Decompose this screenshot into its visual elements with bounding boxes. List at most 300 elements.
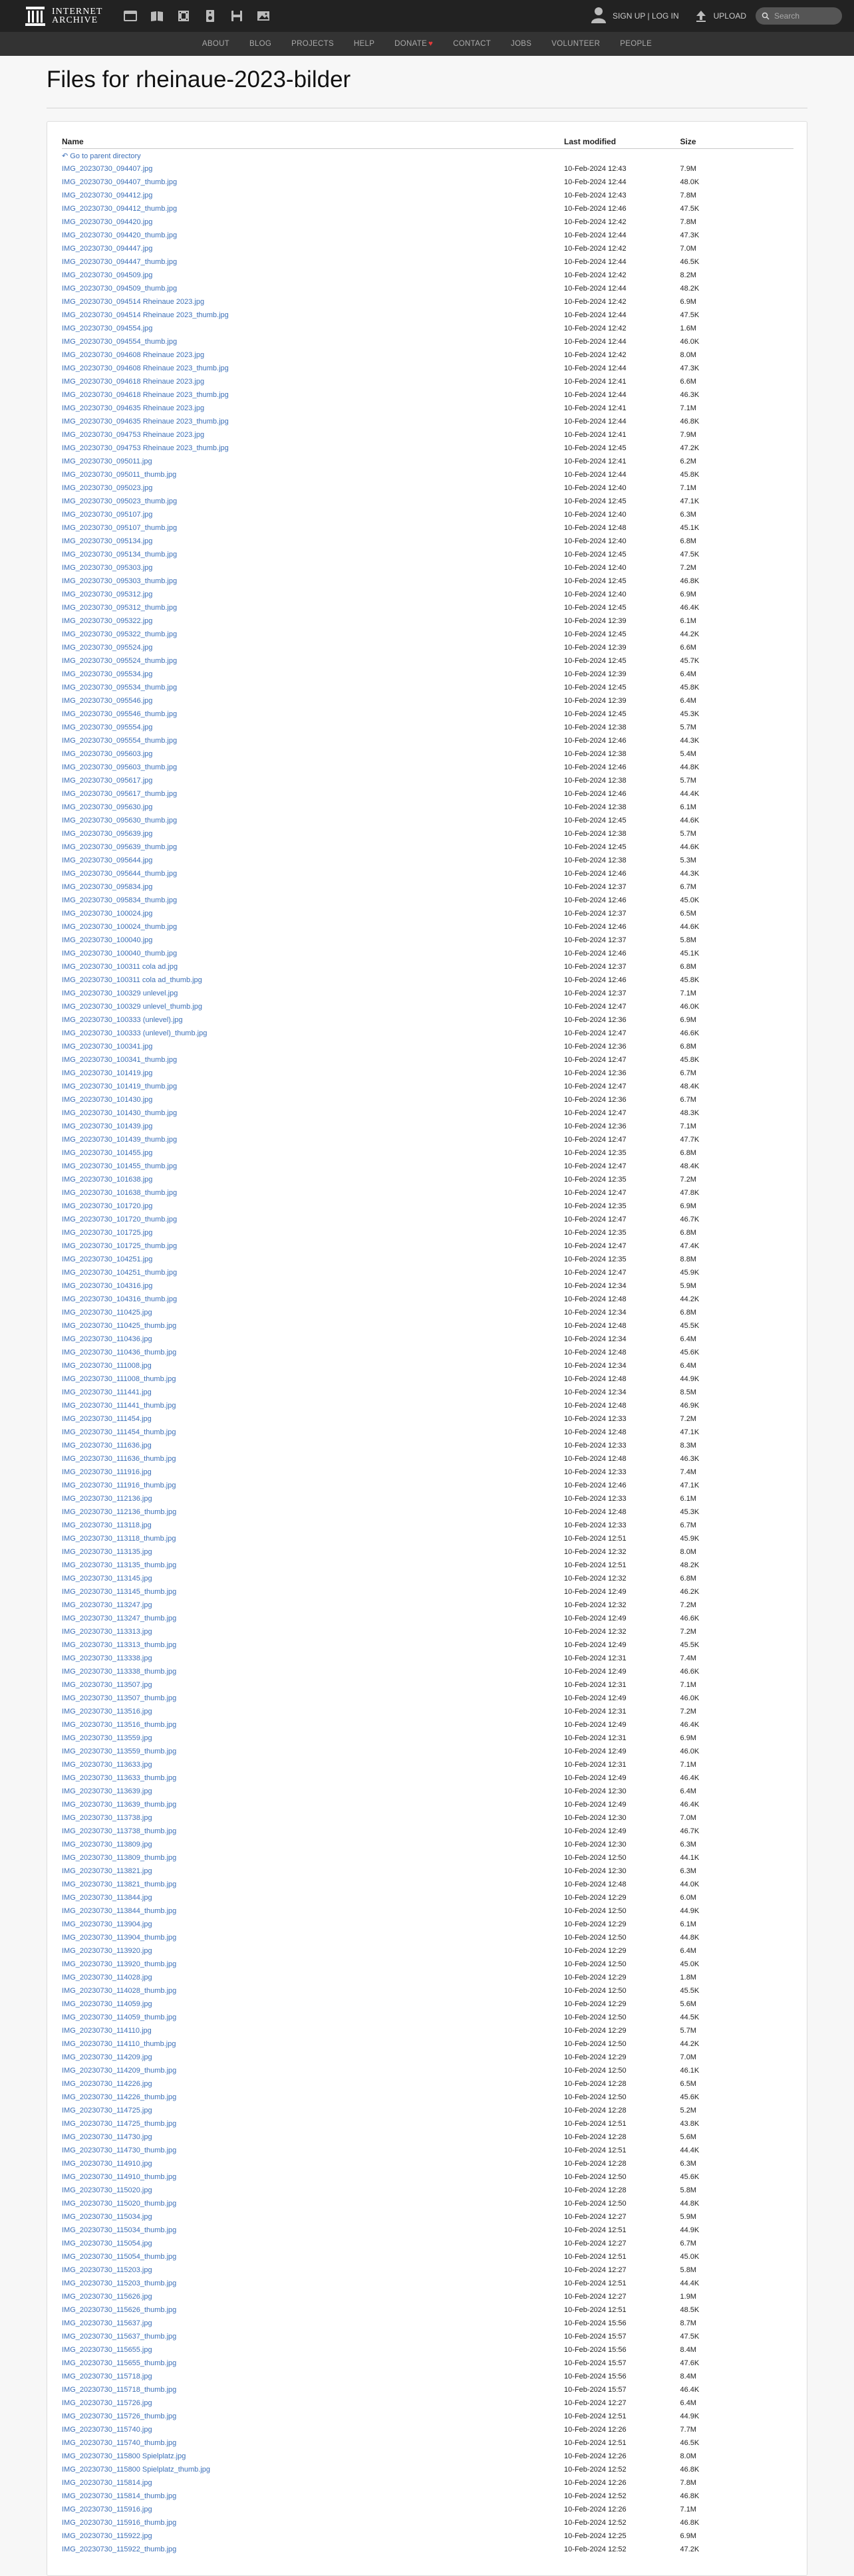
file-link[interactable]: IMG_20230730_115626.jpg xyxy=(62,2293,152,2301)
file-link[interactable]: IMG_20230730_114059_thumb.jpg xyxy=(62,2013,177,2021)
file-link[interactable]: IMG_20230730_095534.jpg xyxy=(62,670,153,678)
file-link[interactable]: IMG_20230730_113118.jpg xyxy=(62,1521,152,1529)
file-link[interactable]: IMG_20230730_095011_thumb.jpg xyxy=(62,471,177,479)
size-cell: 45.0K xyxy=(680,896,700,904)
file-link[interactable]: IMG_20230730_094407.jpg xyxy=(62,165,153,173)
last-modified-cell: 10-Feb-2024 15:56 xyxy=(564,2319,627,2327)
file-link[interactable]: IMG_20230730_115034.jpg xyxy=(62,2213,152,2221)
file-link[interactable]: IMG_20230730_114059.jpg xyxy=(62,2000,152,2008)
file-link[interactable]: IMG_20230730_094753 Rheinaue 2023.jpg xyxy=(62,431,205,439)
file-link[interactable]: IMG_20230730_100329 unlevel_thumb.jpg xyxy=(62,1003,202,1011)
last-modified-cell: 10-Feb-2024 12:44 xyxy=(564,471,627,479)
video-icon[interactable] xyxy=(170,0,197,32)
table-row xyxy=(62,1505,793,1519)
file-link[interactable]: IMG_20230730_095023_thumb.jpg xyxy=(62,497,178,505)
table-row xyxy=(62,1093,793,1106)
size-cell: 7.2M xyxy=(680,1601,696,1609)
file-link[interactable]: IMG_20230730_095303.jpg xyxy=(62,564,153,572)
file-link[interactable]: IMG_20230730_113135.jpg xyxy=(62,1548,152,1556)
file-link[interactable]: IMG_20230730_113507.jpg xyxy=(62,1681,152,1689)
file-link[interactable]: IMG_20230730_101720.jpg xyxy=(62,1202,153,1210)
file-link[interactable]: IMG_20230730_113559.jpg xyxy=(62,1734,152,1742)
size-cell: 45.6K xyxy=(680,2093,700,2101)
file-link[interactable]: IMG_20230730_095554_thumb.jpg xyxy=(62,737,178,745)
file-link[interactable]: IMG_20230730_100333 (unlevel)_thumb.jpg xyxy=(62,1029,208,1037)
last-modified-cell: 10-Feb-2024 12:49 xyxy=(564,1668,627,1676)
file-link[interactable]: IMG_20230730_095617.jpg xyxy=(62,777,153,785)
file-link[interactable]: IMG_20230730_095303_thumb.jpg xyxy=(62,577,178,585)
file-link[interactable]: IMG_20230730_095322_thumb.jpg xyxy=(62,630,178,638)
file-link[interactable]: IMG_20230730_113738_thumb.jpg xyxy=(62,1827,177,1835)
file-link[interactable]: IMG_20230730_114209_thumb.jpg xyxy=(62,2067,177,2075)
file-link[interactable]: IMG_20230730_113633.jpg xyxy=(62,1761,152,1769)
file-link[interactable]: IMG_20230730_100341_thumb.jpg xyxy=(62,1056,178,1064)
last-modified-cell: 10-Feb-2024 12:41 xyxy=(564,457,627,465)
size-cell: 44.3K xyxy=(680,737,700,745)
table-row xyxy=(62,2516,793,2529)
last-modified-cell: 10-Feb-2024 12:29 xyxy=(564,1974,627,1982)
file-link[interactable]: IMG_20230730_095524.jpg xyxy=(62,644,153,652)
size-cell: 46.0K xyxy=(680,1694,700,1702)
file-link[interactable]: IMG_20230730_115020_thumb.jpg xyxy=(62,2200,177,2208)
images-icon[interactable] xyxy=(250,0,277,32)
file-link[interactable]: IMG_20230730_115203_thumb.jpg xyxy=(62,2279,177,2287)
file-link[interactable]: IMG_20230730_115922_thumb.jpg xyxy=(62,2545,177,2553)
file-link[interactable]: IMG_20230730_095630.jpg xyxy=(62,803,153,811)
file-link[interactable]: IMG_20230730_095546.jpg xyxy=(62,697,153,705)
nav-contact[interactable]: CONTACT xyxy=(453,40,492,48)
size-cell: 44.4K xyxy=(680,790,700,798)
file-link[interactable]: IMG_20230730_094412.jpg xyxy=(62,192,153,199)
file-link[interactable]: IMG_20230730_113559_thumb.jpg xyxy=(62,1747,177,1755)
last-modified-cell: 10-Feb-2024 12:47 xyxy=(564,1003,627,1011)
file-link[interactable]: IMG_20230730_104316.jpg xyxy=(62,1282,153,1290)
size-cell: 46.5K xyxy=(680,258,700,266)
file-link[interactable]: IMG_20230730_110425_thumb.jpg xyxy=(62,1322,177,1330)
file-link[interactable]: IMG_20230730_112136.jpg xyxy=(62,1495,152,1503)
file-link[interactable]: IMG_20230730_101430.jpg xyxy=(62,1096,153,1104)
size-cell: 7.2M xyxy=(680,1708,696,1716)
file-link[interactable]: IMG_20230730_113313_thumb.jpg xyxy=(62,1641,177,1649)
file-link[interactable]: IMG_20230730_113844.jpg xyxy=(62,1894,152,1902)
file-link[interactable]: IMG_20230730_110436.jpg xyxy=(62,1335,152,1343)
upload-button[interactable] xyxy=(694,9,746,23)
size-cell: 44.6K xyxy=(680,843,700,851)
size-cell: 45.5K xyxy=(680,1987,700,1995)
last-modified-cell: 10-Feb-2024 12:32 xyxy=(564,1575,627,1583)
file-link[interactable]: IMG_20230730_115800 Spielplatz_thumb.jpg xyxy=(62,2466,211,2474)
file-link[interactable]: IMG_20230730_113118_thumb.jpg xyxy=(62,1535,176,1543)
file-link[interactable]: IMG_20230730_100333 (unlevel).jpg xyxy=(62,1016,183,1024)
file-link[interactable]: IMG_20230730_101638_thumb.jpg xyxy=(62,1189,178,1197)
file-link[interactable]: IMG_20230730_115054.jpg xyxy=(62,2240,152,2248)
file-link[interactable]: IMG_20230730_114110_thumb.jpg xyxy=(62,2040,176,2048)
table-row xyxy=(62,1439,793,1452)
file-link[interactable]: IMG_20230730_094407_thumb.jpg xyxy=(62,178,178,186)
file-link[interactable]: IMG_20230730_095534_thumb.jpg xyxy=(62,684,178,692)
file-link[interactable]: IMG_20230730_111441_thumb.jpg xyxy=(62,1402,176,1410)
size-cell: 45.6K xyxy=(680,1349,700,1356)
size-cell: 7.0M xyxy=(680,2053,696,2061)
file-link[interactable]: IMG_20230730_100040_thumb.jpg xyxy=(62,950,178,958)
file-link[interactable]: IMG_20230730_095312.jpg xyxy=(62,590,153,598)
texts-icon[interactable] xyxy=(144,0,170,32)
table-row xyxy=(62,2037,793,2051)
table-row xyxy=(62,1146,793,1160)
last-modified-cell: 10-Feb-2024 12:36 xyxy=(564,1096,627,1104)
file-link[interactable]: IMG_20230730_111916_thumb.jpg xyxy=(62,1481,176,1489)
last-modified-cell: 10-Feb-2024 12:33 xyxy=(564,1521,627,1529)
file-link[interactable]: IMG_20230730_095630_thumb.jpg xyxy=(62,817,178,825)
size-cell: 45.8K xyxy=(680,684,700,692)
file-link[interactable]: IMG_20230730_094412_thumb.jpg xyxy=(62,205,178,213)
last-modified-cell: 10-Feb-2024 12:42 xyxy=(564,351,627,359)
last-modified-cell: 10-Feb-2024 12:30 xyxy=(564,1841,627,1849)
file-link[interactable]: IMG_20230730_113844_thumb.jpg xyxy=(62,1907,177,1915)
file-link[interactable]: IMG_20230730_113145_thumb.jpg xyxy=(62,1588,177,1596)
last-modified-cell: 10-Feb-2024 12:37 xyxy=(564,936,627,944)
file-link[interactable]: IMG_20230730_113633_thumb.jpg xyxy=(62,1774,177,1782)
file-link[interactable]: IMG_20230730_113516.jpg xyxy=(62,1708,152,1716)
file-link[interactable]: IMG_20230730_115637_thumb.jpg xyxy=(62,2333,177,2341)
file-link[interactable]: IMG_20230730_113639.jpg xyxy=(62,1787,152,1795)
file-link[interactable]: IMG_20230730_114028.jpg xyxy=(62,1974,152,1982)
file-link[interactable]: IMG_20230730_113809_thumb.jpg xyxy=(62,1854,177,1862)
last-modified-cell: 10-Feb-2024 15:57 xyxy=(564,2333,627,2341)
table-row xyxy=(62,1931,793,1944)
table-row xyxy=(62,1226,793,1239)
file-link[interactable]: IMG_20230730_113338_thumb.jpg xyxy=(62,1668,177,1676)
size-cell: 5.9M xyxy=(680,2213,696,2221)
file-link[interactable]: IMG_20230730_115916_thumb.jpg xyxy=(62,2519,177,2527)
file-link[interactable]: IMG_20230730_094447_thumb.jpg xyxy=(62,258,178,266)
file-link[interactable]: IMG_20230730_101419.jpg xyxy=(62,1069,153,1077)
file-link[interactable]: IMG_20230730_095107.jpg xyxy=(62,511,153,519)
file-link[interactable]: IMG_20230730_100024.jpg xyxy=(62,910,153,918)
file-link[interactable]: IMG_20230730_094753 Rheinaue 2023_thumb.jpg xyxy=(62,444,229,452)
file-link[interactable]: IMG_20230730_113821.jpg xyxy=(62,1867,152,1875)
file-link[interactable]: IMG_20230730_095107_thumb.jpg xyxy=(62,524,178,532)
last-modified-cell: 10-Feb-2024 12:35 xyxy=(564,1229,627,1237)
file-link[interactable]: IMG_20230730_115814_thumb.jpg xyxy=(62,2492,177,2500)
table-row xyxy=(62,2051,793,2064)
last-modified-cell: 10-Feb-2024 12:48 xyxy=(564,1455,627,1463)
size-cell: 43.8K xyxy=(680,2120,700,2128)
column-size[interactable]: Size xyxy=(680,135,793,149)
last-modified-cell: 10-Feb-2024 12:48 xyxy=(564,1428,627,1436)
file-link[interactable]: IMG_20230730_095644.jpg xyxy=(62,856,153,864)
file-link[interactable]: IMG_20230730_114910.jpg xyxy=(62,2160,152,2168)
file-link[interactable]: IMG_20230730_115718.jpg xyxy=(62,2373,152,2381)
size-cell: 47.7K xyxy=(680,1136,700,1144)
size-cell: 6.3M xyxy=(680,2160,696,2168)
file-link[interactable]: IMG_20230730_101720_thumb.jpg xyxy=(62,1216,178,1224)
file-link[interactable]: IMG_20230730_094447.jpg xyxy=(62,245,153,253)
file-link[interactable]: IMG_20230730_115034_thumb.jpg xyxy=(62,2226,177,2234)
search-input[interactable] xyxy=(773,11,839,21)
file-link[interactable]: IMG_20230730_104251_thumb.jpg xyxy=(62,1269,178,1277)
file-link[interactable]: IMG_20230730_113821_thumb.jpg xyxy=(62,1880,177,1888)
file-link[interactable]: IMG_20230730_114910_thumb.jpg xyxy=(62,2173,177,2181)
file-link[interactable]: IMG_20230730_100311 cola ad_thumb.jpg xyxy=(62,976,202,984)
file-link[interactable]: IMG_20230730_095603.jpg xyxy=(62,750,153,758)
file-link[interactable]: IMG_20230730_095639_thumb.jpg xyxy=(62,843,178,851)
file-link[interactable]: IMG_20230730_100329 unlevel.jpg xyxy=(62,989,178,997)
table-row xyxy=(62,2436,793,2450)
size-cell: 7.1M xyxy=(680,1761,696,1769)
file-link[interactable]: IMG_20230730_111008.jpg xyxy=(62,1362,152,1370)
search-box[interactable] xyxy=(756,7,842,25)
size-cell: 7.4M xyxy=(680,1468,696,1476)
file-link[interactable]: IMG_20230730_113738.jpg xyxy=(62,1814,152,1822)
file-link[interactable]: IMG_20230730_114730_thumb.jpg xyxy=(62,2146,177,2154)
file-link[interactable]: IMG_20230730_114226.jpg xyxy=(62,2080,152,2088)
file-link[interactable]: IMG_20230730_113639_thumb.jpg xyxy=(62,1801,177,1809)
file-link[interactable]: IMG_20230730_115740.jpg xyxy=(62,2426,152,2434)
table-row xyxy=(62,468,793,481)
file-link[interactable]: IMG_20230730_111636_thumb.jpg xyxy=(62,1455,176,1463)
file-link[interactable]: IMG_20230730_100311 cola ad.jpg xyxy=(62,963,178,971)
file-link[interactable]: IMG_20230730_095023.jpg xyxy=(62,484,153,492)
file-link[interactable]: IMG_20230730_095644_thumb.jpg xyxy=(62,870,178,878)
file-link[interactable]: IMG_20230730_113145.jpg xyxy=(62,1575,152,1583)
table-row xyxy=(62,1053,793,1067)
file-link[interactable]: IMG_20230730_115655.jpg xyxy=(62,2346,152,2354)
last-modified-cell: 10-Feb-2024 12:32 xyxy=(564,1548,627,1556)
file-link[interactable]: IMG_20230730_094618 Rheinaue 2023.jpg xyxy=(62,378,205,386)
table-row xyxy=(62,1386,793,1399)
file-link[interactable]: IMG_20230730_094608 Rheinaue 2023.jpg xyxy=(62,351,205,359)
file-link[interactable]: IMG_20230730_113904_thumb.jpg xyxy=(62,1934,177,1942)
size-cell: 46.7K xyxy=(680,1827,700,1835)
size-cell: 46.4K xyxy=(680,1801,700,1809)
size-cell: 44.0K xyxy=(680,1880,700,1888)
file-link[interactable]: IMG_20230730_113135_thumb.jpg xyxy=(62,1561,177,1569)
nav-projects[interactable]: PROJECTS xyxy=(291,40,334,48)
size-cell: 47.3K xyxy=(680,231,700,239)
file-link[interactable]: IMG_20230730_095639.jpg xyxy=(62,830,153,838)
file-link[interactable]: IMG_20230730_100040.jpg xyxy=(62,936,153,944)
file-link[interactable]: IMG_20230730_104251.jpg xyxy=(62,1255,153,1263)
file-link[interactable]: IMG_20230730_113507_thumb.jpg xyxy=(62,1694,177,1702)
file-link[interactable]: IMG_20230730_094635 Rheinaue 2023.jpg xyxy=(62,404,205,412)
file-link[interactable]: IMG_20230730_115814.jpg xyxy=(62,2479,152,2487)
parent-directory-link[interactable] xyxy=(62,152,141,160)
file-link[interactable]: IMG_20230730_115916.jpg xyxy=(62,2506,152,2513)
nav-people[interactable]: PEOPLE xyxy=(620,40,652,48)
file-link[interactable]: IMG_20230730_113313.jpg xyxy=(62,1628,152,1636)
file-link[interactable]: IMG_20230730_113920.jpg xyxy=(62,1947,152,1955)
file-link[interactable]: IMG_20230730_094509.jpg xyxy=(62,271,153,279)
file-link[interactable]: IMG_20230730_111008_thumb.jpg xyxy=(62,1375,176,1383)
file-link[interactable]: IMG_20230730_113247_thumb.jpg xyxy=(62,1614,177,1622)
size-cell: 6.3M xyxy=(680,1841,696,1849)
file-link[interactable]: IMG_20230730_101439.jpg xyxy=(62,1122,153,1130)
last-modified-cell: 10-Feb-2024 12:46 xyxy=(564,1481,627,1489)
table-row xyxy=(62,202,793,215)
file-link[interactable]: IMG_20230730_094608 Rheinaue 2023_thumb.jpg xyxy=(62,364,229,372)
file-link[interactable]: IMG_20230730_094635 Rheinaue 2023_thumb.jpg xyxy=(62,418,229,426)
file-link[interactable]: IMG_20230730_095554.jpg xyxy=(62,723,153,731)
size-cell: 46.8K xyxy=(680,2492,700,2500)
user-icon[interactable] xyxy=(589,5,609,28)
table-row xyxy=(62,2117,793,2130)
file-link[interactable]: IMG_20230730_095603_thumb.jpg xyxy=(62,763,178,771)
file-link[interactable]: IMG_20230730_111636.jpg xyxy=(62,1442,152,1450)
file-link[interactable]: IMG_20230730_115740_thumb.jpg xyxy=(62,2439,177,2447)
file-link[interactable]: IMG_20230730_095322.jpg xyxy=(62,617,153,625)
file-link[interactable]: IMG_20230730_101725.jpg xyxy=(62,1229,153,1237)
file-link[interactable]: IMG_20230730_114209.jpg xyxy=(62,2053,152,2061)
column-last-modified[interactable]: Last modified xyxy=(564,135,680,149)
size-cell: 7.1M xyxy=(680,2506,696,2513)
file-link[interactable]: IMG_20230730_115718_thumb.jpg xyxy=(62,2386,177,2394)
file-link[interactable]: IMG_20230730_115726.jpg xyxy=(62,2399,152,2407)
last-modified-cell: 10-Feb-2024 12:47 xyxy=(564,1269,627,1277)
file-link[interactable]: IMG_20230730_111441.jpg xyxy=(62,1388,152,1396)
file-link[interactable]: IMG_20230730_110425.jpg xyxy=(62,1309,152,1317)
table-row xyxy=(62,1851,793,1865)
file-link[interactable]: IMG_20230730_101455_thumb.jpg xyxy=(62,1162,178,1170)
file-link[interactable]: IMG_20230730_100341.jpg xyxy=(62,1043,153,1051)
file-link[interactable]: IMG_20230730_101455.jpg xyxy=(62,1149,153,1157)
table-row xyxy=(62,1013,793,1027)
file-link[interactable]: IMG_20230730_094509_thumb.jpg xyxy=(62,285,178,293)
file-link[interactable]: IMG_20230730_115054_thumb.jpg xyxy=(62,2253,177,2261)
software-icon[interactable] xyxy=(223,0,250,32)
file-link[interactable]: IMG_20230730_095834_thumb.jpg xyxy=(62,896,178,904)
last-modified-cell: 10-Feb-2024 12:46 xyxy=(564,205,627,213)
signup-login-link[interactable]: SIGN UP | LOG IN xyxy=(613,11,679,21)
size-cell: 6.7M xyxy=(680,1096,696,1104)
last-modified-cell: 10-Feb-2024 12:50 xyxy=(564,2067,627,2075)
size-cell: 44.3K xyxy=(680,870,700,878)
audio-icon[interactable] xyxy=(197,0,223,32)
file-link[interactable]: IMG_20230730_111454.jpg xyxy=(62,1415,152,1423)
logo-line2: ARCHIVE xyxy=(52,15,98,25)
last-modified-cell: 10-Feb-2024 12:36 xyxy=(564,1122,627,1130)
file-link[interactable]: IMG_20230730_100024_thumb.jpg xyxy=(62,923,178,931)
last-modified-cell: 10-Feb-2024 12:26 xyxy=(564,2426,627,2434)
size-cell: 7.2M xyxy=(680,1628,696,1636)
file-link[interactable]: IMG_20230730_095617_thumb.jpg xyxy=(62,790,178,798)
file-link[interactable]: IMG_20230730_094514 Rheinaue 2023.jpg xyxy=(62,298,205,306)
file-link[interactable]: IMG_20230730_094420_thumb.jpg xyxy=(62,231,178,239)
nav-help[interactable]: HELP xyxy=(353,40,375,48)
last-modified-cell: 10-Feb-2024 12:44 xyxy=(564,285,627,293)
file-link[interactable]: IMG_20230730_114028_thumb.jpg xyxy=(62,1987,177,1995)
table-row xyxy=(62,508,793,521)
size-cell: 46.1K xyxy=(680,2067,700,2075)
file-link[interactable]: IMG_20230730_115203.jpg xyxy=(62,2266,152,2274)
file-link[interactable]: IMG_20230730_094554.jpg xyxy=(62,324,153,332)
file-link[interactable]: IMG_20230730_115626_thumb.jpg xyxy=(62,2306,177,2314)
file-link[interactable]: IMG_20230730_113904.jpg xyxy=(62,1920,152,1928)
internet-archive-logo[interactable] xyxy=(24,5,102,27)
nav-jobs[interactable]: JOBS xyxy=(511,40,532,48)
file-link[interactable]: IMG_20230730_095134_thumb.jpg xyxy=(62,551,178,559)
last-modified-cell: 10-Feb-2024 12:36 xyxy=(564,1043,627,1051)
table-row xyxy=(62,428,793,442)
file-link[interactable]: IMG_20230730_114226_thumb.jpg xyxy=(62,2093,177,2101)
file-link[interactable]: IMG_20230730_114110.jpg xyxy=(62,2027,152,2035)
nav-about[interactable]: ABOUT xyxy=(202,40,230,48)
file-link[interactable]: IMG_20230730_094554_thumb.jpg xyxy=(62,338,178,346)
web-icon[interactable] xyxy=(117,0,144,32)
file-link[interactable]: IMG_20230730_095312_thumb.jpg xyxy=(62,604,178,612)
file-link[interactable]: IMG_20230730_095546_thumb.jpg xyxy=(62,710,178,718)
file-link[interactable]: IMG_20230730_101638.jpg xyxy=(62,1176,153,1184)
file-link[interactable]: IMG_20230730_095134.jpg xyxy=(62,537,153,545)
file-link[interactable]: IMG_20230730_101439_thumb.jpg xyxy=(62,1136,178,1144)
file-link[interactable]: IMG_20230730_115726_thumb.jpg xyxy=(62,2412,177,2420)
file-link[interactable]: IMG_20230730_094514 Rheinaue 2023_thumb.jpg xyxy=(62,311,229,319)
last-modified-cell: 10-Feb-2024 12:43 xyxy=(564,165,627,173)
file-link[interactable]: IMG_20230730_114730.jpg xyxy=(62,2133,152,2141)
nav-donate[interactable] xyxy=(394,40,433,48)
column-name[interactable]: Name xyxy=(62,135,564,149)
search-icon xyxy=(762,12,770,20)
size-cell: 6.9M xyxy=(680,2532,696,2540)
file-link[interactable]: IMG_20230730_113920_thumb.jpg xyxy=(62,1960,177,1968)
table-row xyxy=(62,1958,793,1971)
file-link[interactable]: IMG_20230730_115655_thumb.jpg xyxy=(62,2359,177,2367)
file-link[interactable]: IMG_20230730_104316_thumb.jpg xyxy=(62,1295,178,1303)
file-link[interactable]: IMG_20230730_101419_thumb.jpg xyxy=(62,1083,178,1091)
file-link[interactable]: IMG_20230730_095834.jpg xyxy=(62,883,153,891)
table-row xyxy=(62,1745,793,1758)
last-modified-cell: 10-Feb-2024 12:46 xyxy=(564,790,627,798)
file-link[interactable]: IMG_20230730_113516_thumb.jpg xyxy=(62,1721,177,1729)
file-link[interactable]: IMG_20230730_101725_thumb.jpg xyxy=(62,1242,178,1250)
table-row xyxy=(62,1599,793,1612)
file-link[interactable]: IMG_20230730_111916.jpg xyxy=(62,1468,152,1476)
table-row xyxy=(62,521,793,535)
nav-volunteer[interactable]: VOLUNTEER xyxy=(551,40,601,48)
size-cell: 45.0K xyxy=(680,2253,700,2261)
size-cell: 6.5M xyxy=(680,2080,696,2088)
file-link[interactable]: IMG_20230730_113809.jpg xyxy=(62,1841,152,1849)
size-cell: 46.2K xyxy=(680,1588,700,1596)
size-cell: 8.4M xyxy=(680,2373,696,2381)
file-link[interactable]: IMG_20230730_112136_thumb.jpg xyxy=(62,1508,177,1516)
file-link[interactable]: IMG_20230730_114725_thumb.jpg xyxy=(62,2120,177,2128)
file-link[interactable]: IMG_20230730_115020.jpg xyxy=(62,2186,152,2194)
last-modified-cell: 10-Feb-2024 12:40 xyxy=(564,484,627,492)
file-link[interactable]: IMG_20230730_101430_thumb.jpg xyxy=(62,1109,178,1117)
file-link[interactable]: IMG_20230730_113338.jpg xyxy=(62,1654,152,1662)
last-modified-cell: 10-Feb-2024 12:28 xyxy=(564,2080,627,2088)
size-cell: 5.4M xyxy=(680,750,696,758)
file-link[interactable]: IMG_20230730_115800 Spielplatz.jpg xyxy=(62,2452,186,2460)
file-link[interactable]: IMG_20230730_113247.jpg xyxy=(62,1601,152,1609)
file-link[interactable]: IMG_20230730_114725.jpg xyxy=(62,2107,152,2115)
file-link[interactable]: IMG_20230730_111454_thumb.jpg xyxy=(62,1428,176,1436)
file-link[interactable]: IMG_20230730_094420.jpg xyxy=(62,218,153,226)
last-modified-cell: 10-Feb-2024 12:34 xyxy=(564,1335,627,1343)
file-link[interactable]: IMG_20230730_115637.jpg xyxy=(62,2319,152,2327)
file-link[interactable]: IMG_20230730_115922.jpg xyxy=(62,2532,152,2540)
last-modified-cell: 10-Feb-2024 12:38 xyxy=(564,803,627,811)
file-link[interactable]: IMG_20230730_110436_thumb.jpg xyxy=(62,1349,177,1356)
size-cell: 44.6K xyxy=(680,817,700,825)
secondary-nav xyxy=(0,32,854,56)
file-link[interactable]: IMG_20230730_095011.jpg xyxy=(62,457,152,465)
file-link[interactable]: IMG_20230730_095524_thumb.jpg xyxy=(62,657,178,665)
file-link[interactable]: IMG_20230730_094618 Rheinaue 2023_thumb.jpg xyxy=(62,391,229,399)
size-cell: 8.4M xyxy=(680,2346,696,2354)
nav-blog[interactable]: BLOG xyxy=(249,40,272,48)
